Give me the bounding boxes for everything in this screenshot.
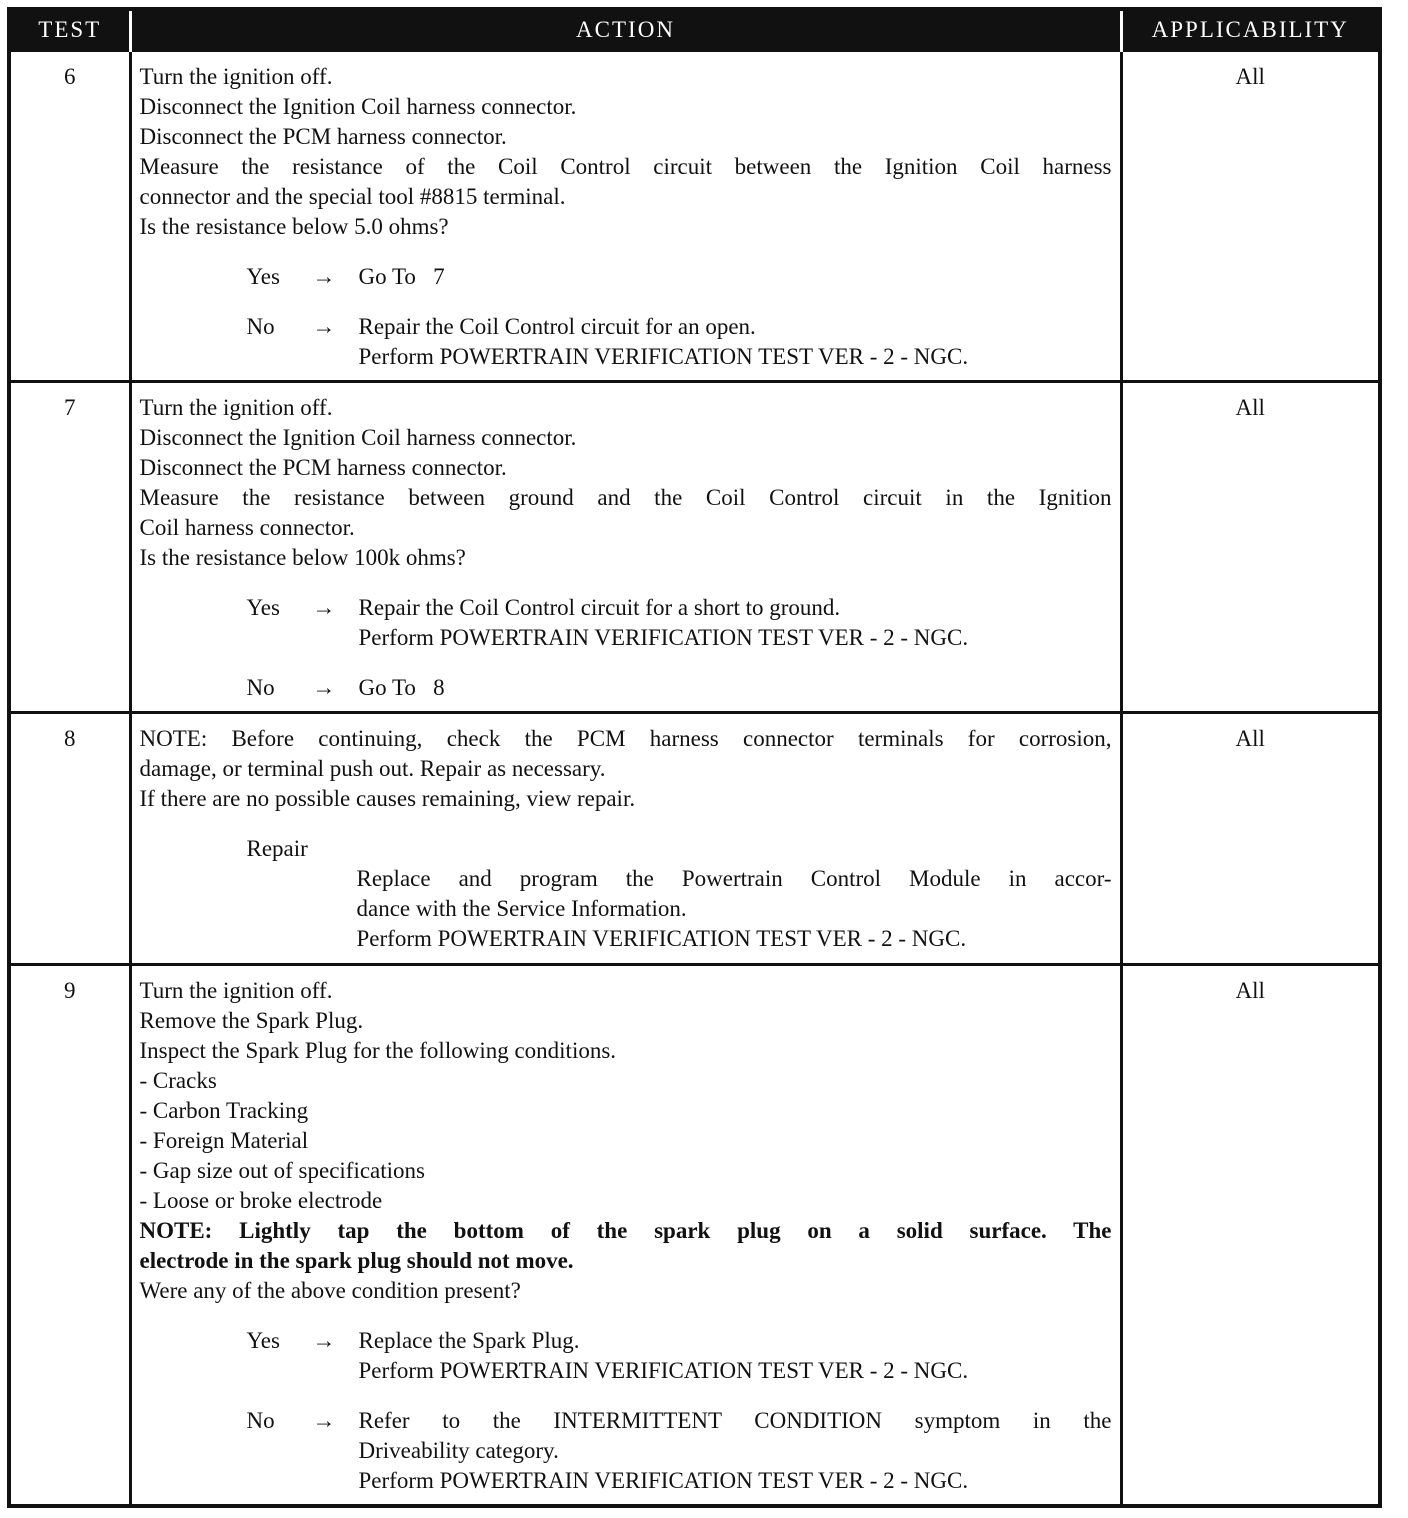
arrow-right-icon: → [312,675,336,700]
action-line: Turn the ignition off. [139,395,333,420]
condition-item: - Foreign Material [139,1128,309,1153]
no-outcome [140,1406,1112,1496]
condition-item: - Loose or broke electrode [139,1188,383,1213]
bold-note: electrode in the spark plug should not move. [139,1248,574,1273]
outcome-text: Repair the Coil Control circuit for a short to ground. [358,595,841,620]
action-line: Measure the resistance between ground and the Coil Control circuit in the Ignition [139,485,1112,510]
test-row-7 [9,382,1380,713]
header-test: TEST [9,9,130,51]
arrow-right-icon: → [312,1408,336,1433]
no-outcome [140,312,1112,372]
outcome-text: Driveability category. [358,1438,559,1463]
applicability-value: All [1121,51,1380,382]
repair-text: dance with the Service Information. [356,896,687,921]
repair-text: Replace and program the Powertrain Control Module in accor- [356,866,1112,891]
action-cell [130,382,1121,713]
outcome-text: Replace the Spark Plug. [358,1328,580,1353]
action-line: Is the resistance below 5.0 ohms? [139,214,449,239]
diagnostic-test-table [7,7,1382,1508]
action-cell [130,965,1121,1506]
action-line: Disconnect the Ignition Coil harness connector. [139,94,577,119]
arrow-right-icon: → [312,1328,336,1353]
action-cell [130,713,1121,965]
header-action: ACTION [130,9,1121,51]
test-number: 6 [9,51,130,382]
test-number: 7 [9,382,130,713]
test-number: 9 [9,965,130,1506]
no-label: No [246,1408,275,1433]
outcome-text: Go To 7 [358,264,445,289]
action-cell [130,51,1121,382]
action-line: If there are no possible causes remaining, view repair. [139,786,636,811]
bold-note: NOTE: Lightly tap the bottom of the spark plug on a solid surface. The [139,1218,1112,1243]
applicability-value: All [1121,965,1380,1506]
outcome-text: Repair the Coil Control circuit for an open. [358,314,756,339]
arrow-right-icon: → [312,314,336,339]
test-number: 8 [9,713,130,965]
arrow-right-icon: → [312,264,336,289]
repair-body [357,864,1112,954]
yes-label: Yes [246,595,280,620]
yes-outcome [140,262,1112,292]
condition-item: - Carbon Tracking [139,1098,309,1123]
action-line: Disconnect the PCM harness connector. [139,455,507,480]
yes-label: Yes [246,1328,280,1353]
header-applicability: APPLICABILITY [1121,9,1380,51]
action-line: Disconnect the Ignition Coil harness connector. [139,425,577,450]
condition-item: - Gap size out of specifications [139,1158,425,1183]
test-row-8 [9,713,1380,965]
action-line: Inspect the Spark Plug for the following conditions. [139,1038,617,1063]
outcome-text: Perform POWERTRAIN VERIFICATION TEST VER - 2 - NGC. [358,625,969,650]
no-label: No [246,314,275,339]
question-line: Were any of the above condition present? [139,1278,521,1303]
action-line: NOTE: Before continuing, check the PCM harness connector terminals for corrosion, [139,726,1112,751]
outcome-text: Refer to the INTERMITTENT CONDITION symptom in the [358,1408,1112,1433]
header-row [9,9,1380,51]
outcome-text: Go To 8 [358,675,445,700]
action-line: Coil harness connector. [139,515,355,540]
action-line: Remove the Spark Plug. [139,1008,364,1033]
test-row-9 [9,965,1380,1506]
repair-label: Repair [246,836,308,861]
action-line: Turn the ignition off. [139,978,333,1003]
test-row-6 [9,51,1380,382]
yes-outcome [140,1326,1112,1386]
action-line: connector and the special tool #8815 terminal. [139,184,566,209]
yes-outcome [140,593,1112,653]
applicability-value: All [1121,713,1380,965]
outcome-text: Perform POWERTRAIN VERIFICATION TEST VER - 2 - NGC. [358,1358,969,1383]
action-line: Disconnect the PCM harness connector. [139,124,507,149]
applicability-value: All [1121,382,1380,713]
action-line: Is the resistance below 100k ohms? [139,545,466,570]
outcome-text: Perform POWERTRAIN VERIFICATION TEST VER - 2 - NGC. [358,1468,969,1493]
action-line: Turn the ignition off. [139,64,333,89]
arrow-right-icon: → [312,595,336,620]
action-line: Measure the resistance of the Coil Control circuit between the Ignition Coil harness [139,154,1112,179]
action-line: damage, or terminal push out. Repair as necessary. [139,756,606,781]
outcome-text: Perform POWERTRAIN VERIFICATION TEST VER - 2 - NGC. [358,344,969,369]
no-outcome [140,673,1112,703]
yes-label: Yes [246,264,280,289]
condition-item: - Cracks [139,1068,217,1093]
repair-text: Perform POWERTRAIN VERIFICATION TEST VER - 2 - NGC. [356,926,967,951]
no-label: No [246,675,275,700]
